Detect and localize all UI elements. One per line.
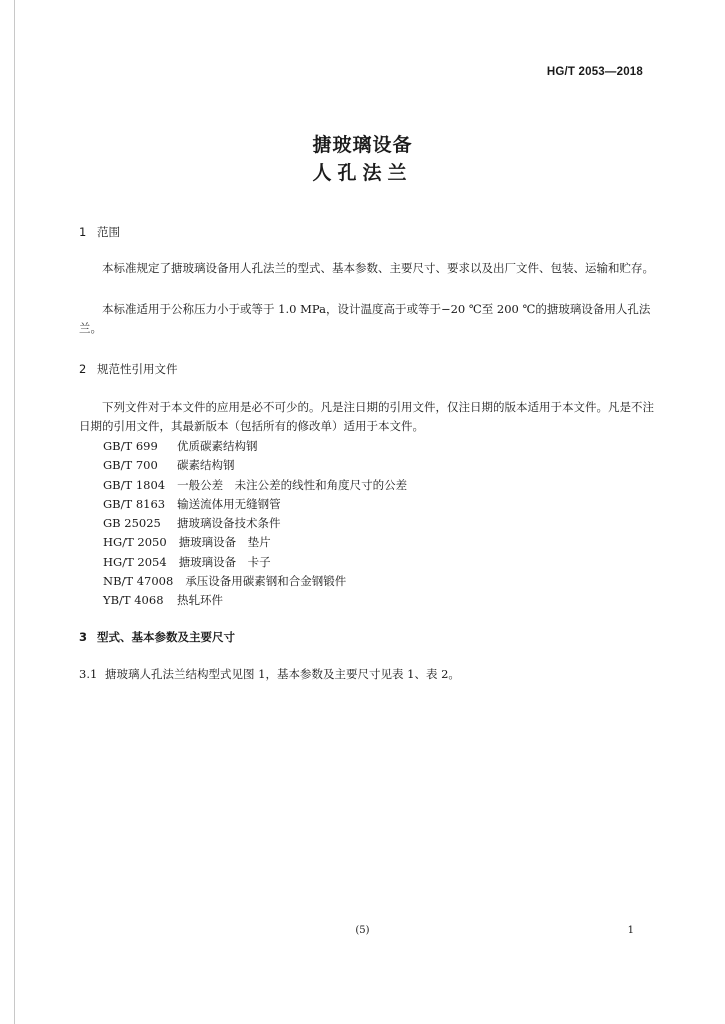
reference-code: GB 25025 <box>103 516 161 531</box>
reference-item <box>103 572 407 591</box>
section-title: 范围 <box>97 225 120 239</box>
scope-paragraph-2: 本标准适用于公称压力小于或等于 1.0 MPa，设计温度高于或等于−20 ℃至 200 ℃的搪玻璃设备用人孔法兰。 <box>79 302 651 335</box>
references-intro: 下列文件对于本文件的应用是必不可少的。凡是注日期的引用文件，仅注日期的版本适用于本文件。凡是不注日期的引用文件，其最新版本（包括所有的修改单）适用于本文件。 <box>79 400 654 433</box>
reference-title: 搪玻璃设备技术条件 <box>177 516 281 531</box>
reference-title: 优质碳素结构钢 <box>177 439 258 453</box>
reference-title: 搪玻璃设备 垫片 <box>178 535 271 550</box>
reference-item <box>103 437 407 456</box>
page-number: 1 <box>627 925 634 936</box>
reference-item <box>103 495 407 514</box>
reference-title: 热轧环件 <box>177 593 223 608</box>
reference-title: 承压设备用碳素钢和合金钢锻件 <box>185 574 347 589</box>
document-title-line2: 人孔法兰 <box>312 162 413 184</box>
section-number: 1 <box>79 225 87 239</box>
clause-text: 搪玻璃人孔法兰结构型式见图 1，基本参数及主要尺寸见表 1、表 2。 <box>105 667 460 681</box>
document-title-line1: 搪玻璃设备 <box>312 134 413 156</box>
scope-paragraph-1: 本标准规定了搪玻璃设备用人孔法兰的型式、基本参数、主要尺寸、要求以及出厂文件、包装、运输和贮存。 <box>102 261 654 275</box>
reference-title: 输送流体用无缝钢管 <box>177 496 281 511</box>
clause-number: 3.1 <box>79 667 98 681</box>
reference-title: 一般公差 未注公差的线性和角度尺寸的公差 <box>177 477 408 492</box>
reference-item <box>103 476 407 495</box>
reference-code: HG/T 2050 <box>103 535 167 550</box>
reference-code: GB/T 699 <box>103 439 158 453</box>
reference-item <box>103 514 407 533</box>
reference-item <box>103 533 407 552</box>
section-number: 2 <box>79 362 87 376</box>
section-number: 3 <box>79 630 88 644</box>
reference-title: 搪玻璃设备 卡子 <box>178 554 271 569</box>
footer-sequence: (5) <box>355 925 370 936</box>
clause-3-1 <box>79 666 460 682</box>
section-title: 规范性引用文件 <box>97 362 178 376</box>
standard-code: HG/T 2053—2018 <box>546 66 643 78</box>
section-3-heading <box>79 629 235 645</box>
reference-code: HG/T 2054 <box>103 554 167 569</box>
reference-list <box>103 437 407 611</box>
reference-code: NB/T 47008 <box>103 574 174 589</box>
section-1-heading <box>79 224 120 240</box>
reference-title: 碳素结构钢 <box>177 458 235 473</box>
reference-code: GB/T 700 <box>103 458 158 473</box>
section-2-heading <box>79 361 178 377</box>
reference-code: YB/T 4068 <box>103 593 164 608</box>
section-title: 型式、基本参数及主要尺寸 <box>97 630 235 644</box>
reference-item <box>103 591 407 610</box>
reference-code: GB/T 8163 <box>103 496 166 511</box>
reference-item <box>103 553 407 572</box>
reference-item <box>103 456 407 475</box>
reference-code: GB/T 1804 <box>103 477 166 492</box>
